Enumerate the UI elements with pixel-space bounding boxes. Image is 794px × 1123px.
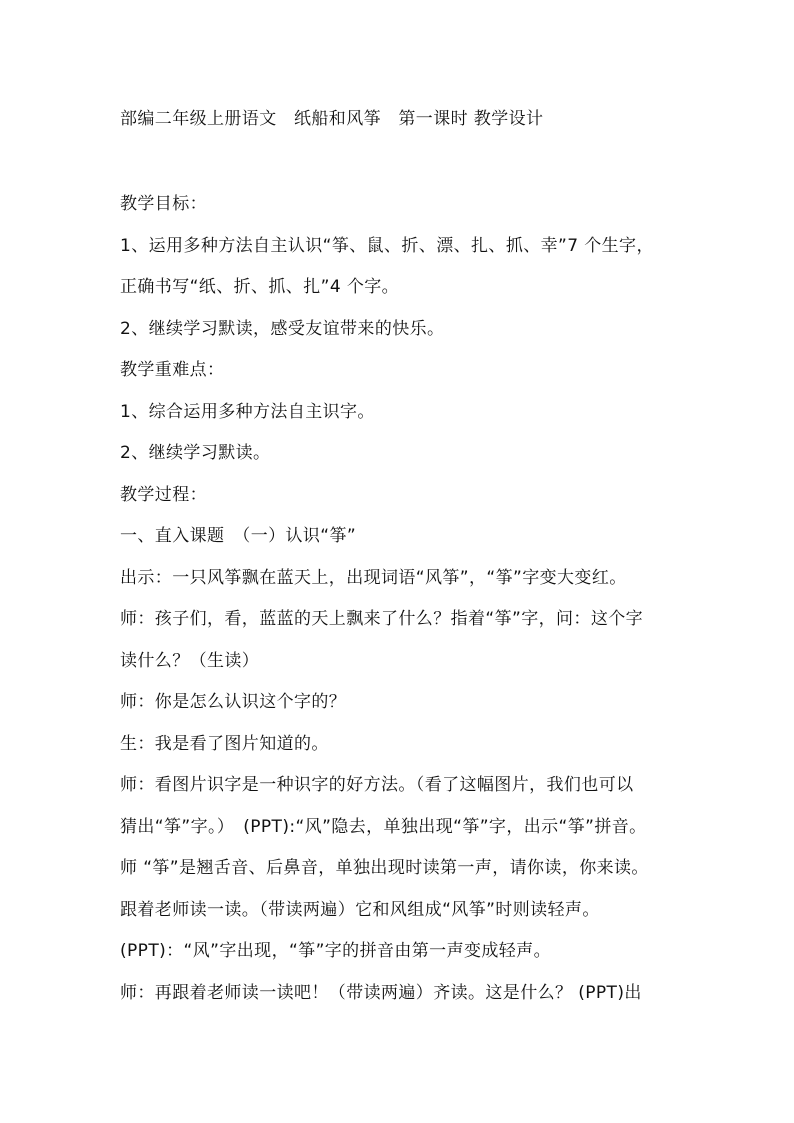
- text-line: 一、直入课题 （一）认识“筝”: [120, 526, 357, 546]
- text-line: 猜出“筝”字。） (PPT):“风”隐去，单独出现“筝”字，出示“筝”拼音。: [120, 816, 647, 837]
- text-line: 1、运用多种方法自主认识“筝、鼠、折、漂、扎、抓、幸”7 个生字，: [120, 235, 654, 256]
- document-title: 部编二年级上册语文 纸船和风筝 第一课时 教学设计: [120, 109, 544, 129]
- text-line: 教学目标：: [120, 194, 207, 214]
- text-line: 读什么？（生读）: [120, 650, 260, 671]
- text-line: 师：再跟着老师读一读吧！（带读两遍）齐读。这是什么？ (PPT)出: [120, 982, 642, 1003]
- text-line: 2、继续学习默读。: [120, 443, 271, 463]
- text-line: 教学重难点：: [120, 360, 225, 380]
- text-line: 师 “筝”是翘舌音、后鼻音，单独出现时读第一声，请你读，你来读。: [120, 858, 649, 878]
- text-line: 师：你是怎么认识这个字的？: [120, 692, 347, 712]
- text-line: 出示：一只风筝飘在蓝天上，出现词语“风筝”，“筝”字变大变红。: [120, 567, 627, 588]
- text-line: 1、综合运用多种方法自主识字。: [120, 401, 375, 422]
- text-line: 师：孩子们，看，蓝蓝的天上飘来了什么？指着“筝”字，问：这个字: [120, 609, 644, 629]
- text-line: 师：看图片识字是一种识字的好方法。（看了这幅图片，我们也可以: [120, 775, 634, 795]
- text-line: (PPT)：“风”字出现，“筝”字的拼音由第一声变成轻声。: [120, 941, 551, 961]
- text-line: 正确书写“纸、折、抓、扎”4 个字。: [120, 277, 400, 297]
- text-line: 2、继续学习默读，感受友谊带来的快乐。: [120, 318, 445, 339]
- text-line: 跟着老师读一读。（带读两遍）它和风组成“风筝”时则读轻声。: [120, 899, 600, 920]
- document-body: [120, 184, 680, 1014]
- text-line: 教学过程：: [120, 484, 207, 505]
- text-line: 生：我是看了图片知道的。: [120, 733, 329, 754]
